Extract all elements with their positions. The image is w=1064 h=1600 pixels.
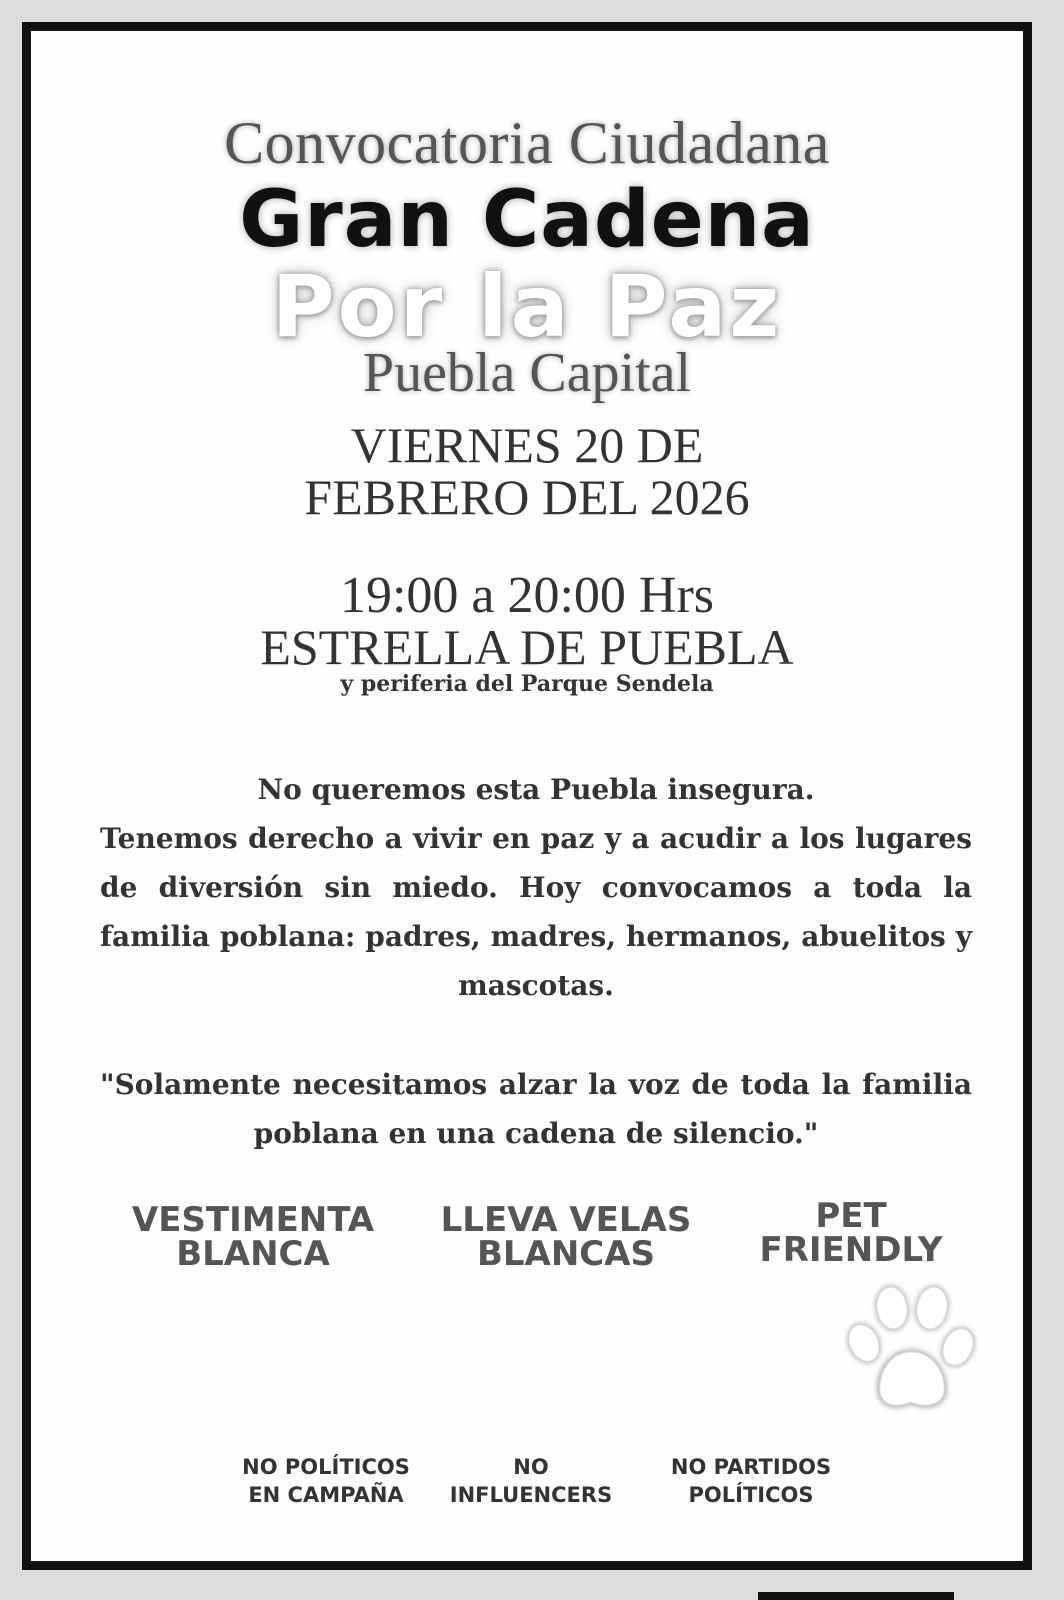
- heading: Convocatoria Ciudadana: [224, 110, 830, 176]
- bottom-strip: [758, 1592, 954, 1600]
- rule-line-1: NO PARTIDOS: [670, 1455, 832, 1479]
- event-venue: ESTRELLA DE PUEBLA: [260, 619, 794, 675]
- location-city: Puebla Capital: [362, 342, 692, 404]
- rule-line-2: EN CAMPAÑA: [248, 1483, 404, 1507]
- tag-line-2: BLANCAS: [476, 1234, 656, 1274]
- rule-line-2: POLÍTICOS: [688, 1483, 814, 1507]
- paw-icon: [844, 1281, 978, 1417]
- date-line-1: VIERNES 20 DE: [350, 417, 704, 473]
- quote: "Solamente necesitamos alzar la voz de toda la familia poblana en una cadena de silencio.": [100, 1068, 972, 1150]
- paragraph: Tenemos derecho a vivir en paz y a acudir a los lugares de diversión sin miedo. Hoy convocamos a toda la familia poblana: padres, madres, hermanos, abuelitos y mascotas.: [100, 822, 972, 1002]
- tag-pet-friendly: [736, 1196, 966, 1270]
- paragraph-first-line: No queremos esta Puebla insegura.: [257, 773, 815, 806]
- date-line-2: FEBRERO DEL 2026: [304, 469, 750, 525]
- tag-line-1: LLEVA VELAS: [440, 1200, 692, 1240]
- tag-line-2: BLANCA: [176, 1234, 330, 1274]
- tag-line-1: VESTIMENTA: [131, 1200, 375, 1240]
- venue-detail: y periferia del Parque Sendela: [340, 671, 714, 697]
- tag-line-1: PET: [815, 1196, 887, 1236]
- rule-no-parties: [651, 1453, 851, 1509]
- rule-line-2: INFLUENCERS: [449, 1483, 613, 1507]
- rule-no-influencers: [431, 1453, 631, 1509]
- flyer: [22, 22, 1032, 1570]
- rule-line-1: NO: [513, 1455, 549, 1479]
- rule-line-1: NO POLÍTICOS: [242, 1455, 410, 1479]
- title: Gran Cadena: [239, 175, 815, 265]
- rule-no-politicians: [221, 1453, 431, 1509]
- tag-line-2: FRIENDLY: [759, 1230, 943, 1270]
- event-date: [31, 419, 1023, 523]
- tag-white-candles: [411, 1200, 721, 1274]
- subtitle: Por la Paz: [271, 257, 783, 357]
- event-time: 19:00 a 20:00 Hrs: [339, 567, 715, 624]
- tag-white-clothing: [103, 1200, 403, 1274]
